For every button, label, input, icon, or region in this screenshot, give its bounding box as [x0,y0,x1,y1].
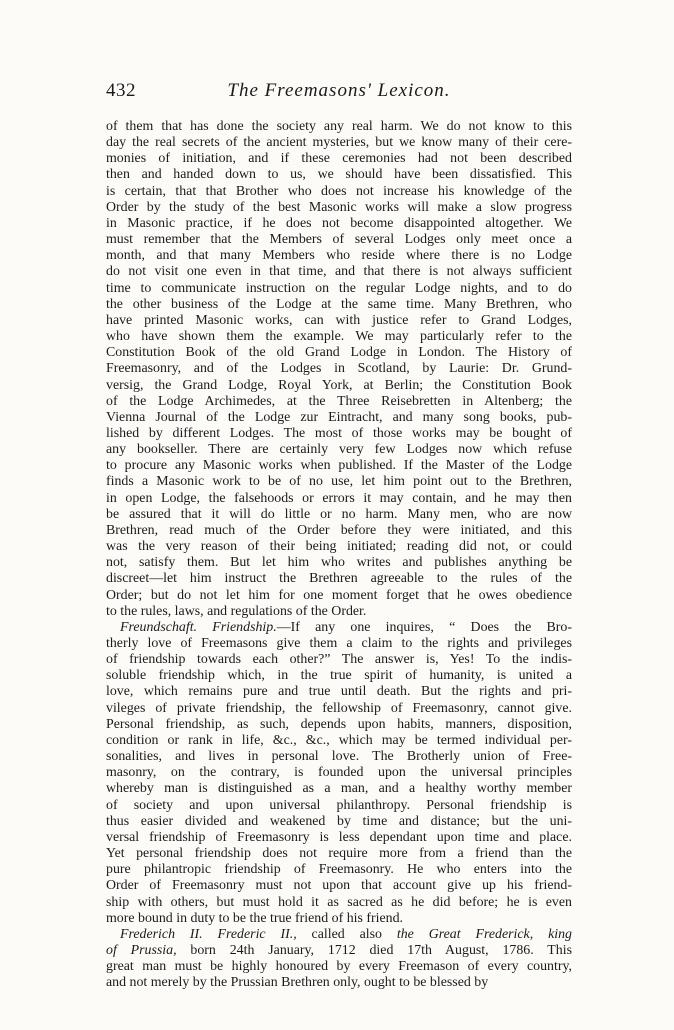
text-run: do not visit one even in that time, and that there is not always sufficient [106,264,572,280]
italic-text: Frederich II. Frederic II., [120,926,297,942]
text-line [106,895,572,911]
text-line [106,717,572,733]
text-line [106,830,572,846]
text-line [106,248,572,264]
page-number: 432 [106,80,136,101]
text-line [106,135,572,151]
text-line [106,458,572,474]
running-title: The Freemasons' Lexicon. [227,80,451,101]
text-line [106,571,572,587]
text-line [106,394,572,410]
text-run: condition or rank in life, &c., &c., which may be termed individual per- [106,732,572,748]
text-line [106,151,572,167]
text-run: to procure any Masonic works when published. If the Master of the Lodge [106,458,572,474]
text-run: of society and upon universal philanthropy. Personal friendship is [106,797,572,813]
text-run: more bound in duty to be the true friend of his friend. [106,910,404,926]
text-run: ship with others, but must hold it as sacred as he did before; he is even [106,894,572,910]
text-run: discreet—let him instruct the Brethren agreeable to the rules of the [106,571,572,587]
text-line [106,442,572,458]
text-line [106,943,572,959]
text-run: Constitution Book of the old Grand Lodge in London. The History of [106,345,572,361]
text-run: of them that has done the society any real harm. We do not know to this [106,119,572,134]
text-line [106,878,572,894]
text-run: and not merely by the Prussian Brethren only, ought to be blessed by [106,975,489,991]
text-line [106,862,572,878]
text-line [106,313,572,329]
text-line [106,652,572,668]
text-line [106,216,572,232]
text-run: who have shown them the example. We may particularly refer to the [106,329,572,345]
text-run: monies of initiation, and if these ceremonies had not been described [106,151,572,167]
text-run: Brethren, read much of the Order before they were initiated, and this [106,522,572,538]
text-line [106,604,572,620]
text-line [106,264,572,280]
text-run: in open Lodge, the falsehoods or errors it may contain, and he may then [106,490,572,506]
text-run: born 24th January, 1712 died 17th August, 1786. This [176,942,573,958]
italic-text: of Prussia, [106,942,177,958]
text-line [106,281,572,297]
text-line [106,684,572,700]
text-run: therly love of Freemasons give them a claim to the rights and privileges [106,636,572,651]
text-run: be assured that it will do little or no harm. Many men, who are now [106,506,572,522]
text-run: masonry, on the contrary, is founded upon the universal principles [106,765,572,781]
text-line [106,555,572,571]
text-run: then and handed down to us, we should have been dissatisfied. This [106,167,572,183]
text-run: great man must be highly honoured by every Freemason of every country, [106,959,572,975]
text-line [106,975,572,991]
text-line [106,798,572,814]
text-run: versig, the Grand Lodge, Royal York, at Berlin; the Constitution Book [106,377,572,393]
text-line [106,345,572,361]
text-run: month, and that many Members who reside where there is no Lodge [106,248,572,264]
text-run: in Masonic practice, if he does not become disappointed altogether. We [106,215,572,231]
text-run: thus easier divided and weakened by time and distance; but the uni- [106,813,572,829]
text-run: Order of Freemasonry must not upon that account give up his friend- [106,878,572,894]
text-line [106,474,572,490]
italic-text: Freundschaft. Friendship. [120,619,277,635]
text-run: must remember that the Members of several Lodges only meet once a [106,232,572,248]
text-line [106,410,572,426]
text-run: Order by the study of the best Masonic works will make a slow progress [106,199,572,215]
text-run: not, satisfy them. But let him who writes and publishes anything be [106,555,572,571]
text-line [106,119,572,135]
text-line [106,378,572,394]
text-run: Order; but do not let him for one moment forget that he owes obedience [106,587,572,603]
paragraph [106,119,572,620]
text-line [106,491,572,507]
text-line [106,167,572,183]
paragraph [106,927,572,992]
text-line [106,765,572,781]
text-run: soluble friendship which, in the true spirit of humanity, is united a [106,668,572,684]
text-line [106,507,572,523]
text-run: Vienna Journal of the Lodge zur Eintracht, and many song books, pub- [106,409,572,425]
text-line [106,959,572,975]
text-line [106,200,572,216]
body-text [106,119,572,991]
text-run: called also [296,926,397,942]
text-line [106,329,572,345]
text-run: have printed Masonic works, can with justice refer to Grand Lodges, [106,312,572,328]
text-line [106,846,572,862]
text-line [106,620,572,636]
text-run: day the real secrets of the ancient mysteries, but we know many of their cere- [106,135,572,151]
text-run: of friendship towards each other?” The answer is, Yes! To the indis- [106,652,572,668]
text-run: whereby man is distinguished as a man, and a healthy worthy member [106,781,572,797]
paragraph [106,620,572,927]
text-line [106,588,572,604]
text-line [106,523,572,539]
text-line [106,814,572,830]
text-run: is certain, that that Brother who does not increase his knowledge of the [106,183,572,199]
text-run: finds a Masonic work to be of no use, let him point out to the Brethren, [106,474,572,490]
text-run: any bookseller. There are certainly very few Lodges now which refuse [106,442,572,458]
text-run: the other business of the Lodge at the same time. Many Brethren, who [106,296,572,312]
text-line [106,636,572,652]
text-line [106,668,572,684]
text-run: —If any one inquires, “ Does the Bro- [276,619,572,635]
text-run: Personal friendship, as such, depends upon habits, manners, disposition, [106,716,572,732]
text-line [106,701,572,717]
text-run: Freemasonry, and of the Lodges in Scotland, by Laurie: Dr. Grund- [106,361,572,377]
text-line [106,361,572,377]
text-run: of the Lodge Archimedes, at the Three Reisebretten in Altenberg; the [106,393,572,409]
text-run: versal friendship of Freemasonry is less dependant upon time and place. [106,829,572,845]
text-line [106,927,572,943]
text-run: lished by different Lodges. The most of those works may be bought of [106,425,572,441]
text-line [106,733,572,749]
text-run: to the rules, laws, and regulations of the Order. [106,603,367,619]
text-line [106,232,572,248]
text-run: vileges of private friendship, the fellowship of Freemasonry, cannot give. [106,700,572,716]
text-line [106,539,572,555]
text-line [106,184,572,200]
italic-text: the Great Frederick, king [396,926,572,942]
text-line [106,426,572,442]
text-run: pure philantropic friendship of Freemasonry. He who enters into the [106,862,572,878]
text-line [106,911,572,927]
text-line [106,781,572,797]
text-run: love, which remains pure and true until death. But the rights and pri- [106,684,572,700]
text-run: time to communicate instruction on the regular Lodge nights, and to do [106,280,572,296]
text-run: sonalities, and lives in personal love. The Brotherly union of Free- [106,749,572,765]
text-run: Yet personal friendship does not require more from a friend than the [106,846,572,862]
page-header [106,80,572,110]
text-run: was the very reason of their being initiated; reading did not, or could [106,539,572,555]
text-line [106,297,572,313]
text-line [106,749,572,765]
